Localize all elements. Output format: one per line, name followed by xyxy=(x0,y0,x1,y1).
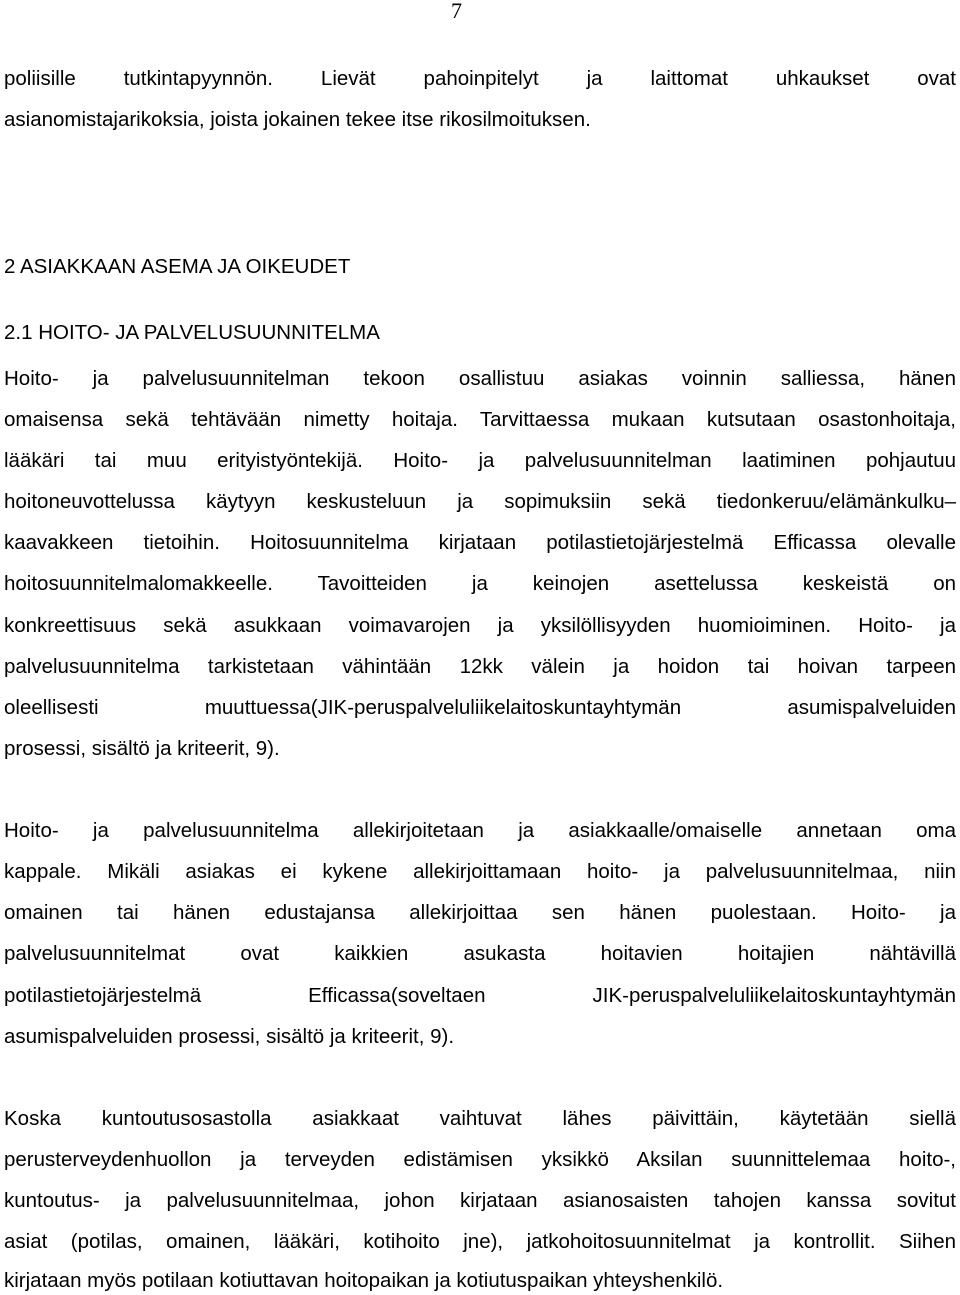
page-number: 7 xyxy=(451,0,462,23)
paragraph2-line-5: potilastietojärjestelmä Efficassa(soveltaen JIK-peruspalveluliikelaitoskuntayhtymän xyxy=(4,984,956,1007)
paragraph2-line-1: Hoito- ja palvelusuunnitelma allekirjoitetaan ja asiakkaalle/omaiselle annetaan oma xyxy=(4,819,956,842)
paragraph3-line-1: Koska kuntoutusosastolla asiakkaat vaihtuvat lähes päivittäin, käytetään siellä xyxy=(4,1107,956,1130)
intro-line-2: asianomistajarikoksia, joista jokainen tekee itse rikosilmoituksen. xyxy=(4,108,591,131)
paragraph1-line-2: omaisensa sekä tehtävään nimetty hoitaja. Tarvittaessa mukaan kutsutaan osastonhoitaja, xyxy=(4,408,956,431)
paragraph3-line-2: perusterveydenhuollon ja terveyden edistämisen yksikkö Aksilan suunnittelemaa hoito-, xyxy=(4,1148,956,1171)
paragraph1-line-1: Hoito- ja palvelusuunnitelman tekoon osallistuu asiakas voinnin salliessa, hänen xyxy=(4,367,956,390)
chapter-heading: 2 ASIAKKAAN ASEMA JA OIKEUDET xyxy=(4,255,351,278)
paragraph1-line-9: oleellisesti muuttuessa(JIK-peruspalveluliikelaitoskuntayhtymän asumispalveluiden xyxy=(4,696,956,719)
paragraph1-line-6: hoitosuunnitelmalomakkeelle. Tavoitteiden ja keinojen asettelussa keskeistä on xyxy=(4,572,956,595)
paragraph3-line-5: kirjataan myös potilaan kotiuttavan hoitopaikan ja kotiutuspaikan yhteyshenkilö. xyxy=(4,1269,724,1292)
paragraph2-line-3: omainen tai hänen edustajansa allekirjoittaa sen hänen puolestaan. Hoito- ja xyxy=(4,901,956,924)
paragraph1-line-5: kaavakkeen tietoihin. Hoitosuunnitelma kirjataan potilastietojärjestelmä Efficassa olevalle xyxy=(4,531,956,554)
section-heading: 2.1 HOITO- JA PALVELUSUUNNITELMA xyxy=(4,321,380,344)
paragraph2-line-6: asumispalveluiden prosessi, sisältö ja kriteerit, 9). xyxy=(4,1025,455,1048)
paragraph1-line-3: lääkäri tai muu erityistyöntekijä. Hoito- ja palvelusuunnitelman laatiminen pohjautuu xyxy=(4,449,956,472)
paragraph3-line-3: kuntoutus- ja palvelusuunnitelmaa, johon kirjataan asianosaisten tahojen kanssa sovitut xyxy=(4,1189,956,1212)
intro-line-1: poliisille tutkintapyynnön. Lievät pahoinpitelyt ja laittomat uhkaukset ovat xyxy=(4,67,956,90)
paragraph2-line-4: palvelusuunnitelmat ovat kaikkien asukasta hoitavien hoitajien nähtävillä xyxy=(4,942,956,965)
paragraph1-line-7: konkreettisuus sekä asukkaan voimavarojen ja yksilöllisyyden huomioiminen. Hoito- ja xyxy=(4,614,956,637)
paragraph3-line-4: asiat (potilas, omainen, lääkäri, kotihoito jne), jatkohoitosuunnitelmat ja kontrollit. Siihen xyxy=(4,1230,956,1253)
paragraph1-line-10: prosessi, sisältö ja kriteerit, 9). xyxy=(4,737,280,760)
paragraph1-line-8: palvelusuunnitelma tarkistetaan vähintään 12kk välein ja hoidon tai hoivan tarpeen xyxy=(4,655,956,678)
paragraph1-line-4: hoitoneuvottelussa käytyyn keskusteluun ja sopimuksiin sekä tiedonkeruu/elämänkulku– xyxy=(4,490,956,513)
paragraph2-line-2: kappale. Mikäli asiakas ei kykene allekirjoittamaan hoito- ja palvelusuunnitelmaa, niin xyxy=(4,860,956,883)
